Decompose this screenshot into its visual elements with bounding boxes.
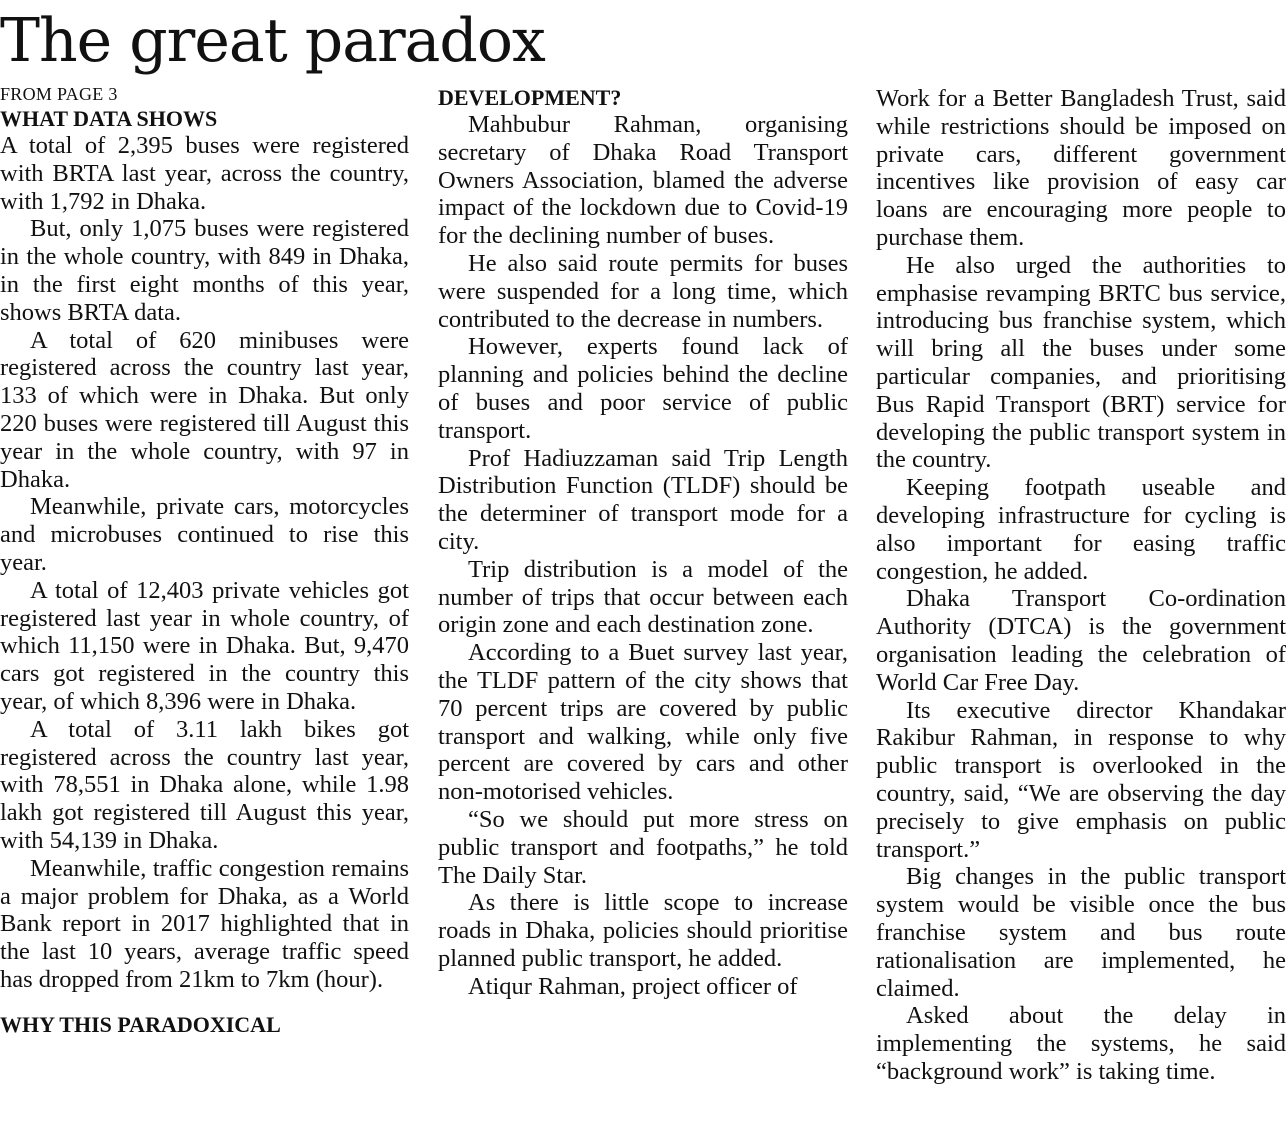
paragraph: “So we should put more stress on public transport and footpaths,” he told The Daily Star. <box>438 805 848 889</box>
paragraph: Meanwhile, traffic congestion remains a major problem for Dhaka, as a World Bank report in 2017 highlighted that in the last 10 years, average traffic speed has dropped from 21km to 7km (hour). <box>0 854 409 993</box>
paragraph: Prof Hadiuzzaman said Trip Length Distribution Function (TLDF) should be the determiner of transport mode for a city. <box>438 444 848 555</box>
subhead-why-this-paradoxical: WHY THIS PARADOXICAL <box>0 1011 281 1037</box>
paragraph: He also urged the authorities to emphasise revamping BRTC bus service, introducing bus franchise system, which will bring all the buses under some particular companies, and prioritising Bus Rapid Transport (BRT) service for developing the public transport system in the country. <box>876 251 1286 474</box>
paragraph: A total of 2,395 buses were registered with BRTA last year, across the country, with 1,792 in Dhaka. <box>0 132 409 215</box>
column-3 <box>876 85 1286 1125</box>
paragraph: Keeping footpath useable and developing infrastructure for cycling is also important for easing traffic congestion, he added. <box>876 474 1286 585</box>
paragraph: Dhaka Transport Co-ordination Authority (DTCA) is the government organisation leading the celebration of World Car Free Day. <box>876 585 1286 696</box>
paragraph: But, only 1,075 buses were registered in the whole country, with 849 in Dhaka, in the first eight months of this year, shows BRTA data. <box>0 215 409 326</box>
headline: The great paradox <box>0 6 545 76</box>
subhead-what-data-shows: WHAT DATA SHOWS <box>0 106 218 131</box>
paragraph: Mahbubur Rahman, organising secretary of Dhaka Road Transport Owners Association, blamed the adverse impact of the lockdown due to Covid-19 for the declining number of buses. <box>438 111 848 250</box>
paragraph: Atiqur Rahman, project officer of <box>468 972 798 1000</box>
paragraph: As there is little scope to increase roads in Dhaka, policies should prioritise planned public transport, he added. <box>438 889 848 972</box>
paragraph: Trip distribution is a model of the number of trips that occur between each origin zone and each destination zone. <box>438 555 848 639</box>
paragraph: A total of 3.11 lakh bikes got registered across the country last year, with 78,551 in Dhaka alone, while 1.98 lakh got registered till August this year, with 54,139 in Dhaka. <box>0 715 409 854</box>
paragraph: According to a Buet survey last year, the TLDF pattern of the city shows that 70 percent trips are covered by public transport and walking, while only five percent are covered by cars and other non-motorised vehicles. <box>438 639 848 806</box>
paragraph: A total of 12,403 private vehicles got registered last year in whole country, of which 11,150 were in Dhaka. But, 9,470 cars got registered in the country this year, of which 8,396 were in Dhaka. <box>0 576 409 715</box>
paragraph: A total of 620 minibuses were registered across the country last year, 133 of which were in Dhaka. But only 220 buses were registered till August this year in the whole country, with 97 in Dhaka. <box>0 326 409 493</box>
paragraph: Meanwhile, private cars, motorcycles and microbuses continued to rise this year. <box>0 493 409 576</box>
column-1 <box>0 82 409 1122</box>
paragraph: He also said route permits for buses were suspended for a long time, which contributed to the decrease in numbers. <box>438 249 848 333</box>
paragraph: Asked about the delay in implementing the systems, he said “background work” is taking time. <box>876 1002 1286 1085</box>
paragraph: However, experts found lack of planning and policies behind the decline of buses and poor service of public transport. <box>438 333 848 444</box>
paragraph: Work for a Better Bangladesh Trust, said while restrictions should be imposed on private cars, different government incentives like provision of easy car loans are encouraging more people to purchase them. <box>876 85 1286 251</box>
subhead-development: DEVELOPMENT? <box>438 85 622 110</box>
jump-kicker: FROM PAGE 3 <box>0 84 118 104</box>
paragraph: Big changes in the public transport system would be visible once the bus franchise system and bus route rationalisation are implemented, he claimed. <box>876 863 1286 1002</box>
column-2 <box>438 85 848 1125</box>
paragraph: Its executive director Khandakar Rakibur Rahman, in response to why public transport is overlooked in the country, said, “We are observing the day precisely to give emphasis on public transport.” <box>876 696 1286 863</box>
